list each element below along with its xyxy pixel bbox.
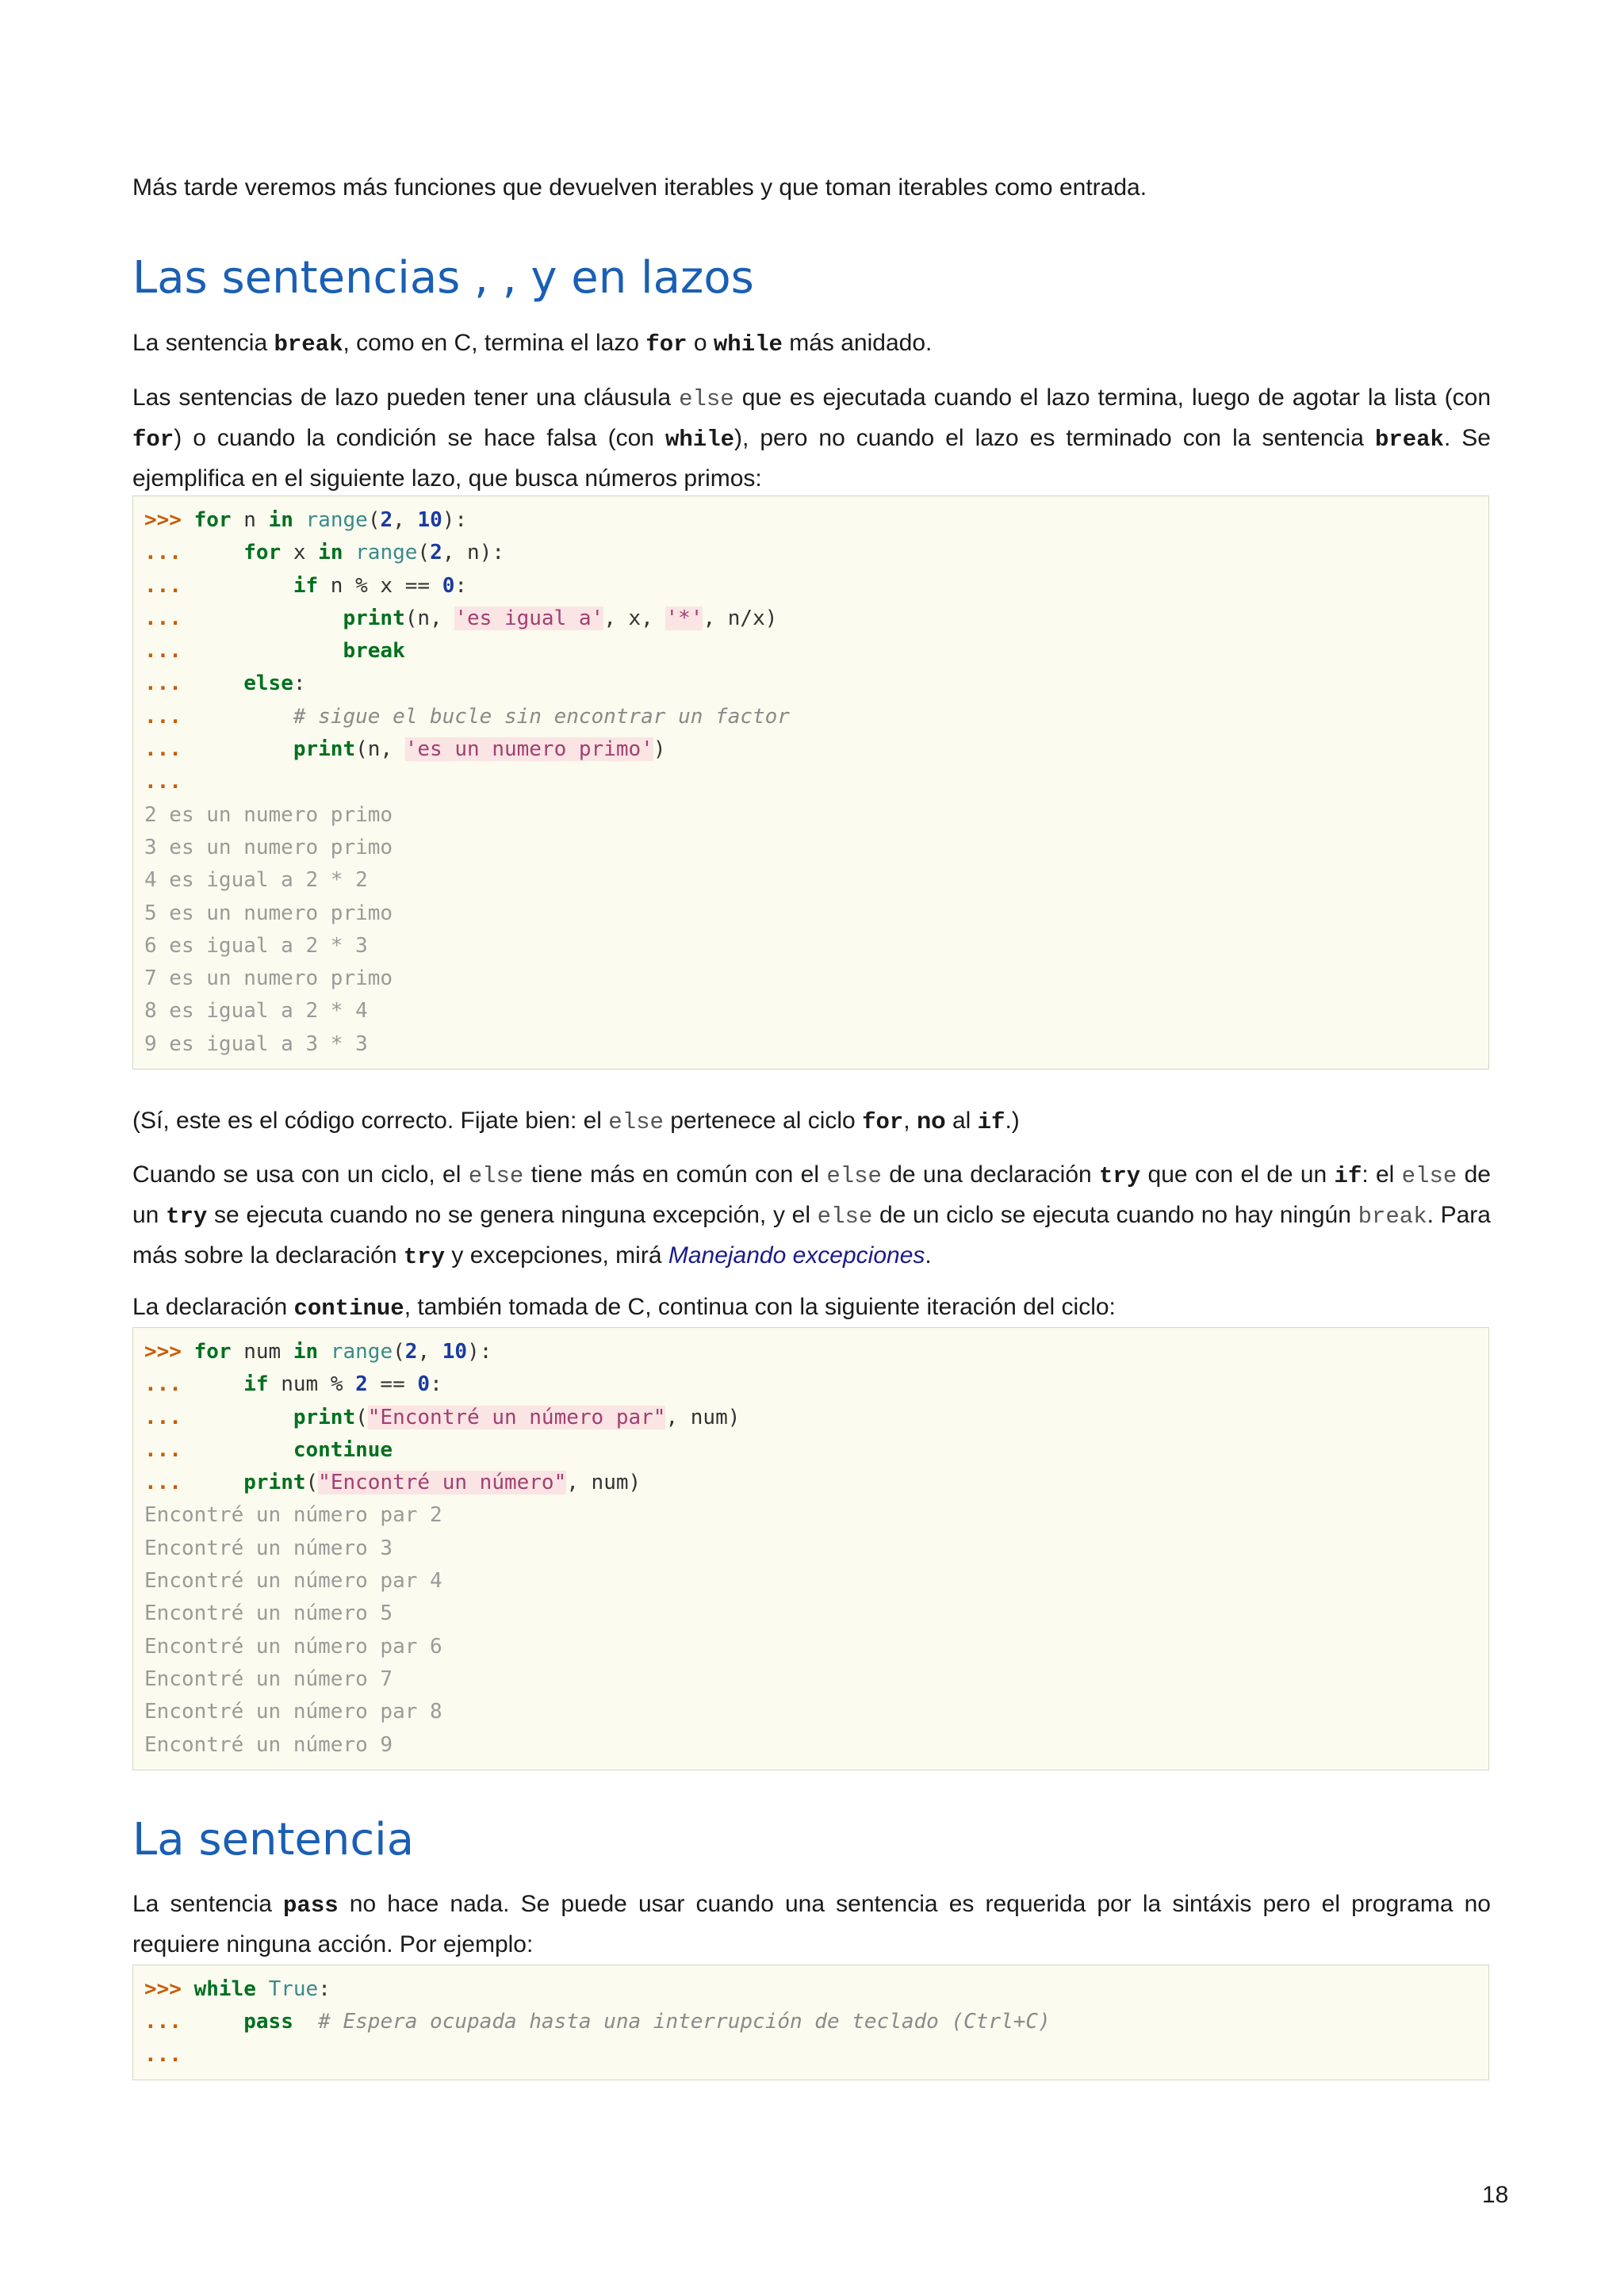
paragraph-continue <box>132 1288 1491 1328</box>
output-line: 4 es igual a 2 * 2 <box>144 868 368 893</box>
output-line: 5 es un numero primo <box>144 901 393 925</box>
code-continue: continue <box>293 1295 404 1322</box>
text: más anidado. <box>782 330 933 356</box>
link-manejando-excepciones[interactable]: Manejando excepciones <box>668 1242 925 1269</box>
code-line: >>> for n in range(2, 10): <box>144 508 468 532</box>
code-line: >>> for num in range(2, 10): <box>144 1340 492 1364</box>
code-pass: pass <box>283 1892 339 1919</box>
code-line: ... <box>144 770 182 794</box>
text: se ejecuta cuando no se genera ninguna excepción, y el <box>207 1202 818 1228</box>
code-break: break <box>1358 1203 1427 1230</box>
text: ), pero no cuando el lazo es terminado con la sentencia <box>734 425 1375 451</box>
code-line: ... if n % x == 0: <box>144 573 468 598</box>
code-line: ... print("Encontré un número", num) <box>144 1471 642 1495</box>
code-else: else <box>817 1203 873 1230</box>
code-line: ... break <box>144 639 405 664</box>
code-else: else <box>1401 1163 1457 1189</box>
text: : el <box>1362 1161 1402 1188</box>
page-number: 18 <box>1482 2182 1509 2208</box>
text: , como en C, termina el lazo <box>343 330 646 356</box>
output-line: 8 es igual a 2 * 4 <box>144 999 368 1024</box>
code-if: if <box>1334 1163 1362 1189</box>
code-line: ... continue <box>144 1437 393 1462</box>
code-line: ... if num % 2 == 0: <box>144 1372 442 1397</box>
intro-paragraph: Más tarde veremos más funciones que devuelven iterables y que toman iterables como entrada. <box>132 174 1147 201</box>
code-line: ... print(n, 'es igual a', x, '*', n/x) <box>144 606 778 630</box>
paragraph-break <box>132 323 1491 364</box>
text: .) <box>1005 1108 1020 1134</box>
section-heading-pass: La sentencia <box>132 1814 415 1866</box>
output-line: Encontré un número par 4 <box>144 1569 442 1594</box>
text: La sentencia <box>132 330 274 356</box>
output-line: 2 es un numero primo <box>144 802 393 827</box>
text: (Sí, este es el código correcto. Fijate bien: el <box>132 1108 609 1134</box>
code-try: try <box>166 1203 208 1230</box>
output-line: Encontré un número 7 <box>144 1667 393 1691</box>
code-if: if <box>977 1109 1005 1135</box>
text: de un ciclo se ejecuta cuando no hay ningún <box>872 1202 1358 1228</box>
paragraph-else-try <box>132 1155 1491 1276</box>
output-line: Encontré un número par 2 <box>144 1503 442 1528</box>
output-line: Encontré un número 5 <box>144 1601 393 1626</box>
paragraph-else-clause <box>132 378 1491 498</box>
code-line: ... print("Encontré un número par", num) <box>144 1405 741 1429</box>
code-while: while <box>665 427 735 453</box>
bold-no: no <box>916 1108 946 1134</box>
text: al <box>945 1108 978 1134</box>
text: que es ejecutada cuando el lazo termina, luego de agotar la lista (con <box>733 385 1492 411</box>
output-line: Encontré un número 9 <box>144 1732 393 1757</box>
text: La sentencia <box>132 1891 284 1917</box>
code-line: ... print(n, 'es un numero primo') <box>144 737 666 762</box>
text: o <box>687 330 714 356</box>
text: La declaración <box>132 1294 294 1320</box>
text: . Para más sobre la declaración <box>132 1202 1491 1269</box>
code-line: ... <box>144 2042 182 2067</box>
code-else: else <box>826 1163 882 1189</box>
code-for: for <box>132 427 174 453</box>
text: de un <box>132 1161 1491 1228</box>
code-line: ... # sigue el bucle sin encontrar un factor <box>144 704 790 729</box>
code-else: else <box>679 386 734 412</box>
code-for: for <box>645 331 688 358</box>
code-block-pass <box>132 1965 1489 2080</box>
section-heading-loop-statements: Las sentencias , , y en lazos <box>132 252 754 304</box>
output-line: Encontré un número par 6 <box>144 1634 442 1659</box>
output-line: Encontré un número 3 <box>144 1536 393 1560</box>
code-line: ... for x in range(2, n): <box>144 541 505 565</box>
text: , <box>903 1108 917 1134</box>
output-line: Encontré un número par 8 <box>144 1700 442 1724</box>
code-try: try <box>403 1244 446 1270</box>
text: tiene más en común con el <box>523 1161 827 1188</box>
output-line: 9 es igual a 3 * 3 <box>144 1031 368 1056</box>
code-else: else <box>468 1163 524 1189</box>
paragraph-note <box>132 1101 1491 1142</box>
code-for: for <box>862 1109 904 1135</box>
code-break: break <box>1374 427 1444 453</box>
text: , también tomada de C, continua con la siguiente iteración del ciclo: <box>404 1294 1116 1320</box>
text: Las sentencias de lazo pueden tener una cláusula <box>132 385 680 411</box>
output-line: 7 es un numero primo <box>144 966 393 991</box>
output-line: 6 es igual a 2 * 3 <box>144 933 368 958</box>
text: y excepciones, mirá <box>445 1242 668 1269</box>
text: de una declaración <box>881 1161 1099 1188</box>
text: pertenece al ciclo <box>663 1108 863 1134</box>
code-block-continue <box>132 1327 1489 1770</box>
text: que con el de un <box>1140 1161 1335 1188</box>
code-break: break <box>274 331 343 358</box>
code-line: ... pass # Espera ocupada hasta una interrupción de teclado (Ctrl+C) <box>144 2010 1051 2034</box>
paragraph-pass <box>132 1885 1491 1964</box>
code-block-primes <box>132 496 1489 1070</box>
text: . <box>925 1242 932 1269</box>
text: Cuando se usa con un ciclo, el <box>132 1161 469 1188</box>
code-else: else <box>608 1109 664 1135</box>
text: ) o cuando la condición se hace falsa (con <box>174 425 665 451</box>
output-line: 3 es un numero primo <box>144 835 393 859</box>
text: . Se ejemplifica en el siguiente lazo, que busca números primos: <box>132 425 1491 492</box>
code-try: try <box>1099 1163 1141 1189</box>
code-line: ... else: <box>144 672 306 696</box>
code-while: while <box>713 331 783 358</box>
text: no hace nada. Se puede usar cuando una sentencia es requerida por la sintáxis pero el programa no requiere ninguna acción. Por ejemplo: <box>132 1891 1491 1957</box>
code-line: >>> while True: <box>144 1977 331 2001</box>
